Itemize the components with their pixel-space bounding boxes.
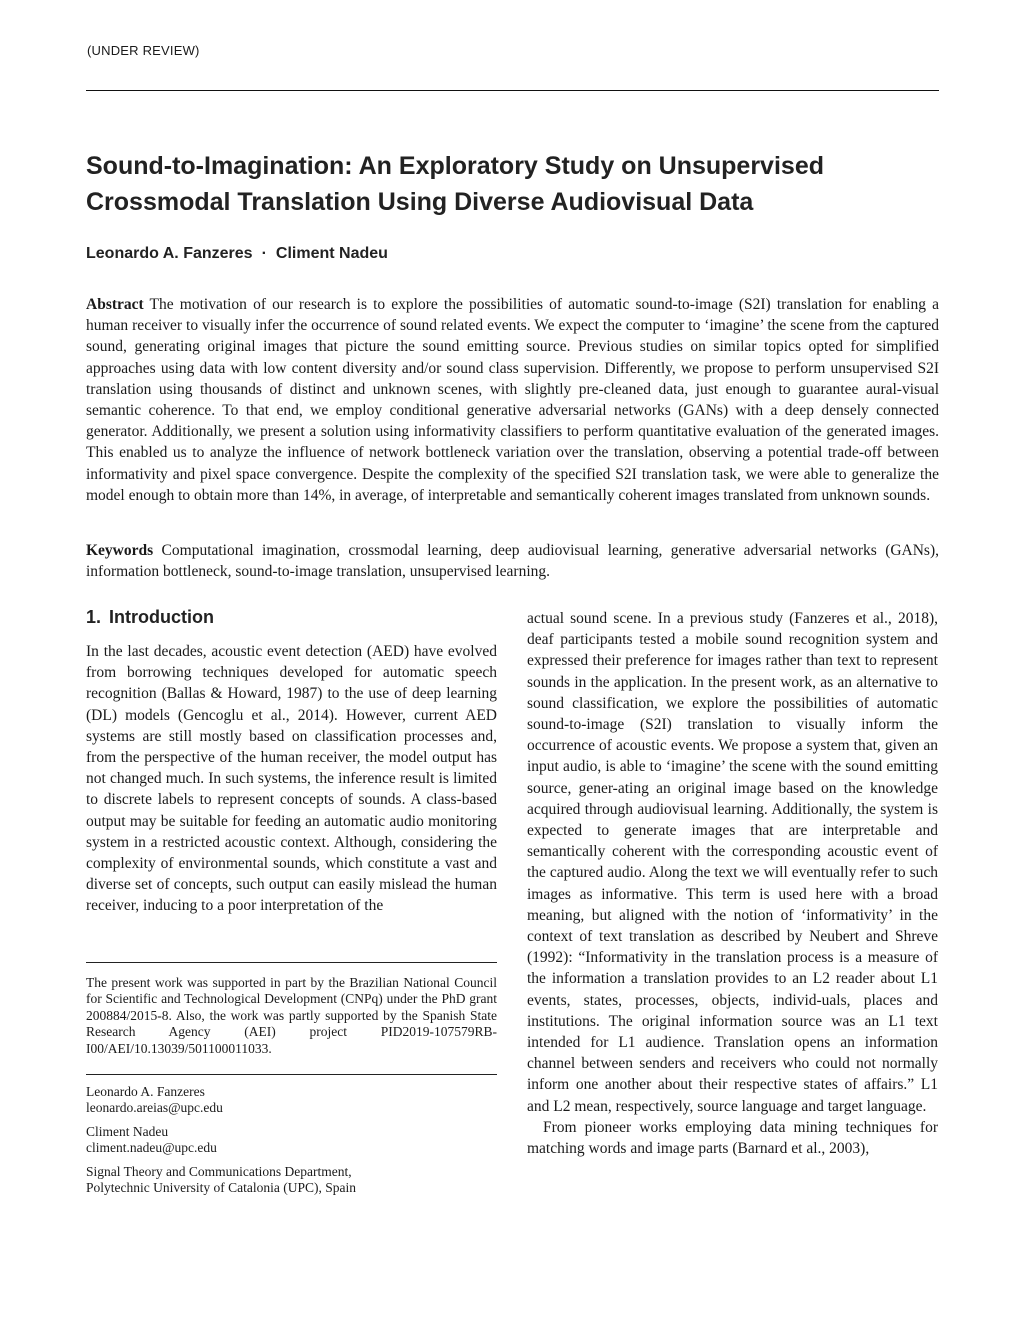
author-contact-email: leonardo.areias@upc.edu [86, 1100, 223, 1116]
author-name: Climent Nadeu [275, 245, 388, 262]
body-paragraph: In the last decades, acoustic event detection (AED) have evolved from borrowing techniques developed for automatic speech recognition (Ballas & Howard, 1987) to the use of deep learning (DL) models (Gencoglu et al., 2014). However, current AED systems are still mostly based on classification processes and, from the perspective of the human receiver, the model output has not changed much. In such systems, the inference result is limited to discrete labels to represent concepts of sounds. A class-based output may be suitable for feeding an automatic audio monitoring system in a restricted acoustic context. Although, considering the complexity of environmental sounds, which constitute a vast and diverse set of concepts, such output can easily mislead the human receiver, inducing to a poor interpretation of the [86, 643, 497, 915]
left-column [86, 641, 497, 917]
right-column [527, 608, 938, 1159]
funding-footnote: The present work was supported in part by the Brazilian National Council for Scientific and Technological Development (CNPq) under the PhD grant 200884/2015-8. Also, the work was partly supported by the Spanish State Research Agency (AEI) project PID2019-107579RB-I00/AEI/10.13039/501100011033. [86, 975, 497, 1056]
author-list [86, 245, 388, 263]
keywords-label: Keywords [86, 542, 154, 559]
footnote-rule [86, 1074, 497, 1075]
author-contact [86, 1124, 497, 1157]
author-contact-name: Climent Nadeu [86, 1123, 169, 1139]
keywords-text: Computational imagination, crossmodal learning, deep audiovisual learning, generative adversarial networks (GANs), information bottleneck, sound-to-image translation, unsupervised learning. [86, 542, 939, 581]
footnote-rule [86, 962, 497, 963]
department-name: Signal Theory and Communications Department, [86, 1163, 352, 1179]
section-title: Introduction [109, 607, 214, 627]
author-contact [86, 1084, 497, 1117]
university-name: Polytechnic University of Catalonia (UPC), Spain [86, 1180, 356, 1196]
institution [86, 1164, 497, 1197]
author-affiliations [86, 1084, 497, 1203]
author-contact-email: climent.nadeu@upc.edu [86, 1140, 217, 1156]
author-contact-name: Leonardo A. Fanzeres [86, 1084, 205, 1099]
body-paragraph: From pioneer works employing data mining techniques for matching words and image parts (Barnard et al., 2003), [527, 1118, 938, 1158]
header-rule [86, 90, 939, 91]
author-separator: · [261, 245, 267, 262]
body-paragraph: actual sound scene. In a previous study (Fanzeres et al., 2018), deaf participants tested a mobile sound recognition system and expressed their preference for images rather than text to represent sounds in the application. In the present work, as an alternative to sound classification, we explore the possibilities of automatic sound-to-image (S2I) translation to visually inform the occurrence of acoustic events. We propose a system that, given an input audio, is able to ‘imagine’ the scene with the sound emitting source, gener-ating an original image based on the knowledge acquired through audiovisual learning. Additionally, the system is expected to generate images that are interpretable and semantically coherent with the corresponding acoustic event of the captured audio. Along the text we will eventually refer to such images as informative. This term is used here with a broad meaning, but aligned with the notion of ‘informativity’ in the context of text translation as described by Neubert and Shreve (1992): “Informativity in the translation process is a measure of the information a translation provides to an L2 reader about L1 events, states, processes, objects, individ-uals, places and institutions. The original information source was an L1 text intended for L1 audience. Translation opens an information channel between senders and receivers who could not normally inform one another about their respective states of affairs.” L1 and L2 mean, respectively, source language and target language. [527, 610, 938, 1115]
paper-title: Sound-to-Imagination: An Exploratory Study on Unsupervised Crossmodal Translation Using Diverse Audiovisual Data [86, 152, 824, 216]
section-heading [86, 607, 214, 628]
keywords [86, 540, 939, 582]
abstract [86, 294, 939, 506]
abstract-text: The motivation of our research is to explore the possibilities of automatic sound-to-image (S2I) translation for enabling a human receiver to visually infer the occurrence of sound related events. We expect the computer to ‘imagine’ the scene from the captured sound, generating original images that picture the sound emitting source. Previous studies on similar topics opted for simplified approaches using data with low content diversity and/or sound class supervision. Differently, we propose to perform unsupervised S2I translation using thousands of distinct and unknown scenes, with slightly pre-cleaned data, just enough to guarantee aural-visual semantic coherence. To that end, we employ conditional generative adversarial networks (GANs) with a deep densely connected generator. Additionally, we present a solution using informativity classifiers to perform quantitative evaluation of the generated images. This enabled us to analyze the influence of network bottleneck variation over the translation, observing a potential trade-off between informativity and pixel space convergence. Despite the complexity of the specified S2I translation task, we were able to generalize the model enough to obtain more than 14%, in average, of interpretable and semantically coherent images translated from unknown sounds. [86, 296, 939, 504]
abstract-label: Abstract [86, 296, 144, 313]
section-number: 1. [86, 607, 102, 627]
running-header: (UNDER REVIEW) [87, 43, 200, 58]
author-name: Leonardo A. Fanzeres [86, 245, 253, 262]
